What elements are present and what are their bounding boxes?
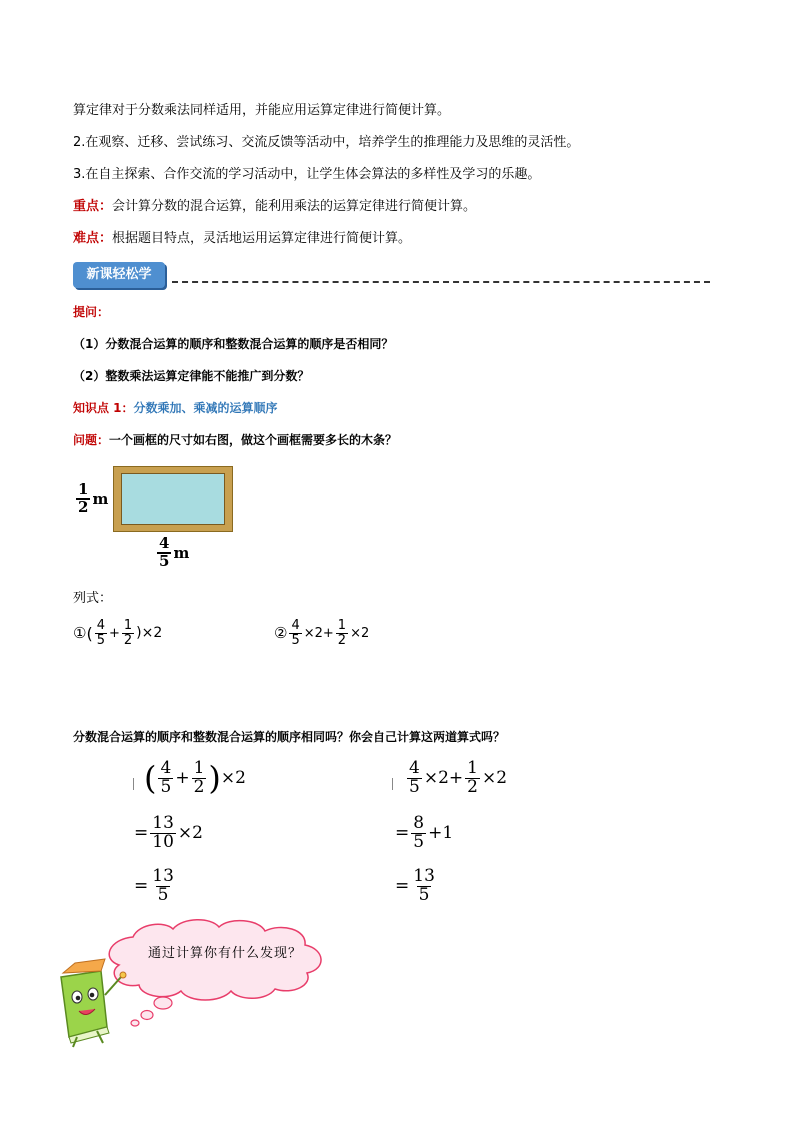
formula-2-marker: ②: [274, 624, 288, 643]
section-divider: [172, 281, 710, 283]
formula-2-mid: ×2+: [303, 625, 334, 641]
section-banner: 新课轻松学: [73, 262, 165, 288]
formula-2-frac-a-num: 4: [291, 618, 300, 633]
calc-left-line-2-num: 13: [152, 813, 174, 833]
formula-2: [274, 619, 369, 647]
key-point: [73, 198, 476, 216]
intro-line-2: 2.在观察、迁移、尝试练习、交流反馈等活动中，培养学生的推理能力及思维的灵活性。: [73, 135, 580, 150]
frame-width-unit: m: [173, 543, 190, 562]
frame-width-label: [155, 536, 189, 570]
formula-1-frac-a-num: 4: [96, 618, 105, 633]
calc-left-open-paren: (: [144, 759, 157, 798]
formula-2-frac-b-num: 1: [337, 618, 347, 633]
frame-height-unit: m: [92, 489, 109, 508]
picture-frame: [113, 466, 233, 532]
frame-height-label: [74, 482, 108, 516]
calc-left-line-2: [134, 815, 203, 852]
frame-height-numerator: 1: [78, 480, 89, 498]
calc-left-line-2-den: 10: [152, 831, 174, 852]
question-2: （2）整数乘法运算定律能不能推广到分数？: [73, 369, 310, 383]
calc-left-line-2-end: ×2: [177, 823, 203, 844]
knowledge-title: 分数乘加、乘减的运算顺序: [133, 401, 278, 415]
calc-left-frac-a-num: 4: [160, 758, 172, 778]
picture-frame-inner: [121, 473, 225, 525]
frame-width-denominator: 5: [159, 551, 170, 570]
problem-label: 问题：: [73, 433, 110, 447]
calc-left-frac-a-den: 5: [160, 776, 172, 797]
formula-1-open-paren: (: [86, 623, 93, 643]
key-point-label: 重点：: [73, 199, 113, 214]
knowledge-label: 知识点 1：: [73, 401, 134, 415]
calc-right-line-2-eq: =: [395, 823, 410, 844]
formula-1-frac-b-den: 2: [123, 632, 133, 648]
formula-1-plus: +: [108, 625, 120, 641]
frame-height-denominator: 2: [78, 497, 89, 516]
formula-1-close: )×2: [136, 625, 163, 642]
calc-left-plus: +: [175, 768, 190, 789]
calc-right-line-3-num: 13: [413, 866, 435, 886]
calc-right-line-2-end: +1: [428, 823, 454, 844]
calc-right-line-2: [395, 815, 453, 852]
difficult-point-label: 难点：: [73, 231, 113, 246]
calc-left-line-3-eq: =: [134, 876, 149, 897]
calc-right-frac-a-den: 5: [409, 776, 420, 797]
calc-left-line-1: [144, 760, 246, 797]
calc-right-line-2-num: 8: [413, 813, 425, 833]
calc-right-frac-b-num: 1: [467, 758, 478, 778]
calc-right-line-1: [405, 760, 507, 797]
thought-bubble-graphic: [55, 915, 355, 1050]
formula-2-frac-a-den: 5: [291, 632, 300, 648]
problem-text: 一个画框的尺寸如右图，做这个画框需要多长的木条？: [109, 433, 398, 447]
calc-right-line-3-den: 5: [418, 884, 430, 905]
formula-2-end: ×2: [350, 625, 370, 641]
question-1: （1）分数混合运算的顺序和整数混合运算的顺序是否相同？: [73, 337, 394, 351]
calc-right-line-3: [395, 868, 439, 905]
frame-width-numerator: 4: [159, 534, 170, 552]
calc-right-frac-a-num: 4: [409, 758, 420, 778]
calc-left-line-3-den: 5: [157, 884, 169, 905]
calc-right-mid: ×2+: [423, 768, 464, 789]
calc-right-line-3-eq: =: [395, 876, 410, 897]
cursor-mark-right: [392, 778, 395, 790]
formula-1-marker: ①: [73, 624, 87, 643]
calc-left-frac-b-den: 2: [193, 776, 205, 797]
formula-1-frac-a-den: 5: [96, 632, 105, 648]
questions-label: 提问：: [73, 305, 110, 319]
formula-1: [73, 619, 162, 647]
formula-1-frac-b-num: 1: [123, 618, 133, 633]
intro-line-1: 算定律对于分数乘法同样适用，并能应用运算定律进行简便计算。: [73, 103, 451, 118]
cursor-mark-left: [133, 778, 136, 790]
problem: [73, 431, 397, 449]
calc-left-line-3-num: 13: [152, 866, 174, 886]
key-point-text: 会计算分数的混合运算，能利用乘法的运算定律进行简便计算。: [112, 199, 477, 214]
calc-right-line-2-den: 5: [413, 831, 425, 852]
intro-line-3: 3.在自主探索、合作交流的学习活动中，让学生体会算法的多样性及学习的乐趣。: [73, 167, 541, 182]
thought-bubble-text: 通过计算你有什么发现？: [148, 946, 303, 961]
calc-left-close-paren: ): [208, 759, 221, 798]
calc-right-frac-b-den: 2: [467, 776, 478, 797]
difficult-point-text: 根据题目特点，灵活地运用运算定律进行简便计算。: [112, 231, 412, 246]
calc-left-times-2: ×2: [220, 768, 246, 789]
question-compare: 分数混合运算的顺序和整数混合运算的顺序相同吗？你会自己计算这两道算式吗？: [73, 730, 506, 744]
calc-left-line-2-eq: =: [134, 823, 149, 844]
difficult-point: [73, 230, 411, 248]
formula-label: 列式：: [73, 591, 113, 606]
calc-left-line-3: [134, 868, 178, 905]
knowledge-point: [73, 399, 278, 417]
calc-right-times-2: ×2: [481, 768, 508, 789]
calc-left-frac-b-num: 1: [193, 758, 205, 778]
formula-2-frac-b-den: 2: [337, 632, 347, 648]
